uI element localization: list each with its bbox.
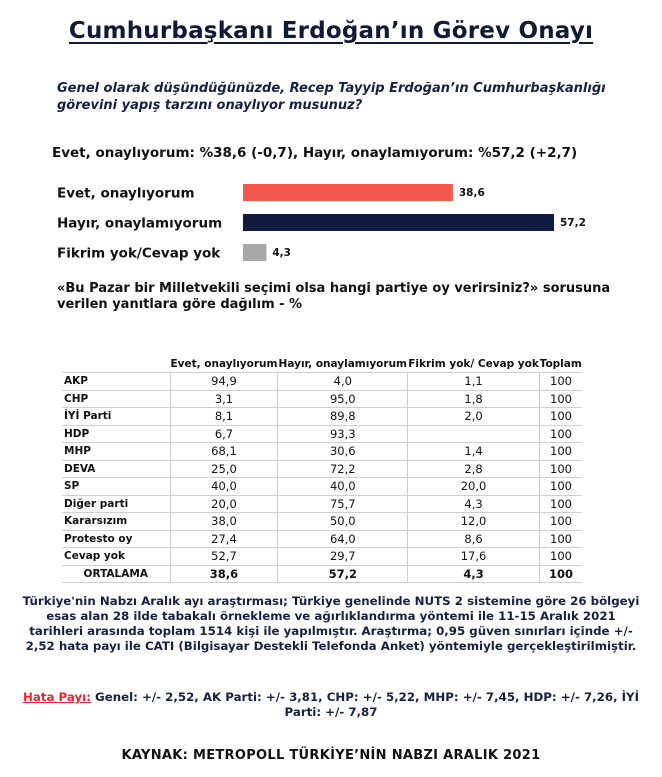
table-question: «Bu Pazar bir Milletvekili seçimi olsa hangi partiye oy verirsiniz?» sorusuna verilen yanıtlara göre dağılım - % xyxy=(57,281,611,312)
cell-total: 100 xyxy=(539,513,582,531)
cell-yes: 25,0 xyxy=(170,460,278,478)
cell-no: 64,0 xyxy=(278,530,408,548)
cell-dk: 1,4 xyxy=(408,443,540,461)
source-line: KAYNAK: METROPOLL TÜRKİYE’NİN NABZI ARALIK 2021 xyxy=(121,748,541,763)
cell-party: Kararsızım xyxy=(62,513,170,531)
cell-total: 100 xyxy=(539,373,582,391)
table-header-row xyxy=(62,340,582,373)
table-row xyxy=(62,443,582,461)
cell-yes: 20,0 xyxy=(170,495,278,513)
margin-of-error xyxy=(20,690,642,720)
cell-yes: 38,0 xyxy=(170,513,278,531)
cell-dk: 1,8 xyxy=(408,390,540,408)
table-row xyxy=(62,460,582,478)
bar-yes xyxy=(243,184,453,201)
table-row xyxy=(62,530,582,548)
cell-party: MHP xyxy=(62,443,170,461)
party-header xyxy=(62,340,170,373)
cell-party: Diğer parti xyxy=(62,495,170,513)
cell-no: 72,2 xyxy=(278,460,408,478)
bar-dk xyxy=(243,244,266,261)
cell-total: 100 xyxy=(539,408,582,426)
cell-no: 30,6 xyxy=(278,443,408,461)
table-row xyxy=(62,390,582,408)
survey-question: Genel olarak düşündüğünüzde, Recep Tayyip Erdoğan’ın Cumhurbaşkanlığı görevini yapış tarzını onaylıyor musunuz? xyxy=(57,81,606,113)
cell-yes: 6,7 xyxy=(170,425,278,443)
cell-party: Protesto oy xyxy=(62,530,170,548)
margin-label: Hata Payı: xyxy=(23,690,91,704)
cell-no: 57,2 xyxy=(278,565,408,583)
cell-total: 100 xyxy=(539,478,582,496)
value-label: 57,2 xyxy=(560,217,586,229)
dk-header: Fikrim yok/ Cevap yok xyxy=(408,340,540,373)
cell-yes: 27,4 xyxy=(170,530,278,548)
cell-total: 100 xyxy=(539,425,582,443)
table-row xyxy=(62,408,582,426)
cell-party: AKP xyxy=(62,373,170,391)
cell-yes: 38,6 xyxy=(170,565,278,583)
cell-party: DEVA xyxy=(62,460,170,478)
cell-total: 100 xyxy=(539,460,582,478)
cell-no: 29,7 xyxy=(278,548,408,566)
cell-yes: 68,1 xyxy=(170,443,278,461)
total-header: Toplam xyxy=(539,358,582,370)
category-label: Hayır, onaylamıyorum xyxy=(57,215,223,232)
cell-dk: 20,0 xyxy=(408,478,540,496)
table-row xyxy=(62,478,582,496)
value-label: 4,3 xyxy=(272,247,291,259)
approval-bar-chart xyxy=(0,176,662,268)
cell-no: 89,8 xyxy=(278,408,408,426)
no-header: Hayır, onaylamıyorum xyxy=(278,340,408,373)
cell-dk: 2,0 xyxy=(408,408,540,426)
cell-no: 75,7 xyxy=(278,495,408,513)
cell-dk: 1,1 xyxy=(408,373,540,391)
cell-dk: 2,8 xyxy=(408,460,540,478)
cell-party: İYİ Parti xyxy=(62,408,170,426)
cell-dk: 4,3 xyxy=(408,495,540,513)
cell-dk: 12,0 xyxy=(408,513,540,531)
cell-dk: 8,6 xyxy=(408,530,540,548)
table-body xyxy=(62,373,582,583)
cell-party: SP xyxy=(62,478,170,496)
yes-header: Evet, onaylıyorum xyxy=(170,340,278,373)
cell-dk: 17,6 xyxy=(408,548,540,566)
value-label: 38,6 xyxy=(458,187,485,199)
cell-dk: 4,3 xyxy=(408,565,540,583)
cell-party: HDP xyxy=(62,425,170,443)
party-breakdown-table xyxy=(62,340,582,583)
cell-no: 50,0 xyxy=(278,513,408,531)
cell-no: 93,3 xyxy=(278,425,408,443)
cell-yes: 3,1 xyxy=(170,390,278,408)
cell-dk xyxy=(408,425,540,443)
summary-line: Evet, onaylıyorum: %38,6 (-0,7), Hayır, onaylamıyorum: %57,2 (+2,7) xyxy=(52,145,578,161)
page-title: Cumhurbaşkanı Erdoğan’ın Görev Onayı xyxy=(68,18,594,44)
table-row xyxy=(62,425,582,443)
category-label: Fikrim yok/Cevap yok xyxy=(57,245,221,262)
table-row xyxy=(62,548,582,566)
table-row xyxy=(62,373,582,391)
methodology-note: Türkiye'nin Nabzı Aralık ayı araştırması; Türkiye genelinde NUTS 2 sistemine göre 26 bölgeyi esas alan 28 ilde tabakalı örnekleme ve ağırlıklandırma yöntemi ile 11-15 Aralık 2021 tarihleri arasında toplam 1514 kişi ile yapılmıştır. Araştırma; 0,95 güven sınırları içinde +/- 2,52 hata payı ile CATI (Bilgisayar Destekli Telefonda Anket) yöntemiyle gerçekleştirilmiştir. xyxy=(22,594,640,653)
cell-no: 40,0 xyxy=(278,478,408,496)
cell-party: CHP xyxy=(62,390,170,408)
cell-no: 95,0 xyxy=(278,390,408,408)
table-row xyxy=(62,513,582,531)
cell-total: 100 xyxy=(539,565,582,583)
cell-total: 100 xyxy=(539,390,582,408)
cell-yes: 52,7 xyxy=(170,548,278,566)
cell-total: 100 xyxy=(539,495,582,513)
cell-total: 100 xyxy=(539,548,582,566)
average-row xyxy=(62,565,582,583)
cell-yes: 8,1 xyxy=(170,408,278,426)
cell-total: 100 xyxy=(539,530,582,548)
cell-yes: 40,0 xyxy=(170,478,278,496)
margin-text: Genel: +/- 2,52, AK Parti: +/- 3,81, CHP: +/- 5,22, MHP: +/- 7,45, HDP: +/- 7,26, İYİ Parti: +/- 7,87 xyxy=(95,690,639,719)
category-label: Evet, onaylıyorum xyxy=(57,185,195,202)
cell-party: Cevap yok xyxy=(62,548,170,566)
cell-total: 100 xyxy=(539,443,582,461)
table-row xyxy=(62,495,582,513)
bar-no xyxy=(243,214,554,231)
cell-no: 4,0 xyxy=(278,373,408,391)
cell-yes: 94,9 xyxy=(170,373,278,391)
cell-party: ORTALAMA xyxy=(62,565,170,583)
